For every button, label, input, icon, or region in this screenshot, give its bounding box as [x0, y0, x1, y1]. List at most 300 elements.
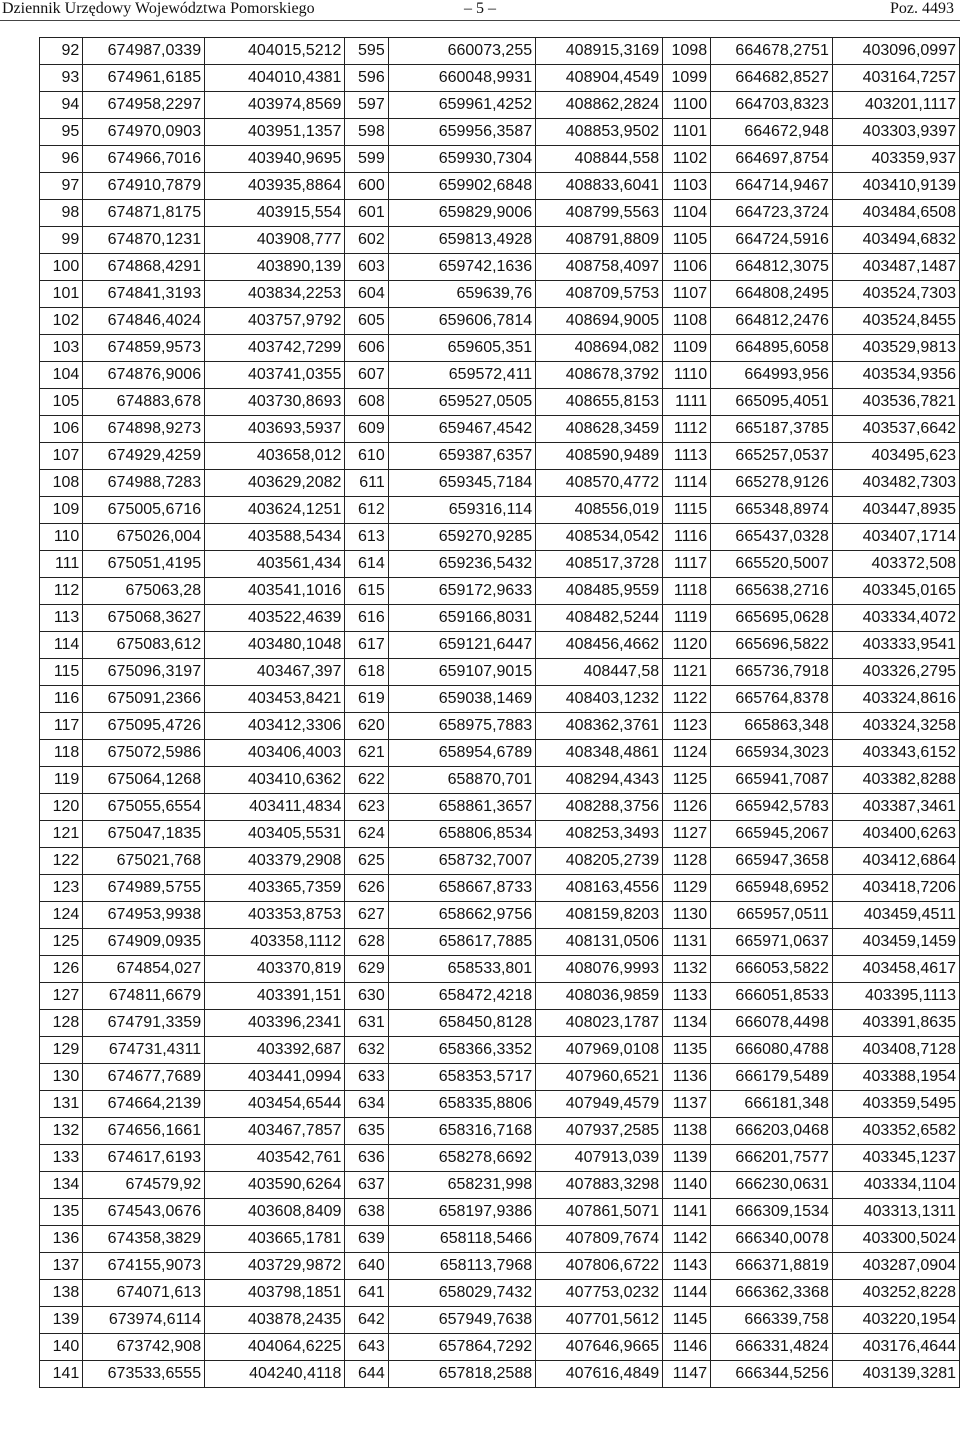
point-number-cell: 641: [345, 1280, 388, 1307]
x-coordinate-cell: 658335,8806: [388, 1091, 535, 1118]
table-row: [40, 1226, 960, 1253]
y-coordinate-cell: 408131,0506: [536, 929, 663, 956]
point-number-cell: 609: [345, 416, 388, 443]
y-coordinate-cell: 408485,9559: [536, 578, 663, 605]
x-coordinate-cell: 674909,0935: [83, 929, 205, 956]
y-coordinate-cell: 404010,4381: [205, 65, 345, 92]
y-coordinate-cell: 403447,8935: [832, 497, 959, 524]
y-coordinate-cell: 403365,7359: [205, 875, 345, 902]
x-coordinate-cell: 660048,9931: [388, 65, 535, 92]
x-coordinate-cell: 674358,3829: [83, 1226, 205, 1253]
y-coordinate-cell: 403139,3281: [832, 1361, 959, 1388]
table-row: [40, 713, 960, 740]
point-number-cell: 137: [40, 1253, 83, 1280]
y-coordinate-cell: 403940,9695: [205, 146, 345, 173]
point-number-cell: 123: [40, 875, 83, 902]
x-coordinate-cell: 674854,027: [83, 956, 205, 983]
x-coordinate-cell: 659166,8031: [388, 605, 535, 632]
x-coordinate-cell: 675068,3627: [83, 605, 205, 632]
y-coordinate-cell: 403487,1487: [832, 254, 959, 281]
table-row: [40, 821, 960, 848]
y-coordinate-cell: 408205,2739: [536, 848, 663, 875]
y-coordinate-cell: 403164,7257: [832, 65, 959, 92]
table-row: [40, 848, 960, 875]
x-coordinate-cell: 658617,7885: [388, 929, 535, 956]
point-number-cell: 629: [345, 956, 388, 983]
point-number-cell: 1137: [663, 1091, 711, 1118]
x-coordinate-cell: 665942,5783: [711, 794, 833, 821]
point-number-cell: 1135: [663, 1037, 711, 1064]
point-number-cell: 117: [40, 713, 83, 740]
point-number-cell: 643: [345, 1334, 388, 1361]
x-coordinate-cell: 664808,2495: [711, 281, 833, 308]
table-row: [40, 767, 960, 794]
x-coordinate-cell: 674988,7283: [83, 470, 205, 497]
y-coordinate-cell: 408159,8203: [536, 902, 663, 929]
x-coordinate-cell: 659527,0505: [388, 389, 535, 416]
y-coordinate-cell: 403391,8635: [832, 1010, 959, 1037]
table-row: [40, 929, 960, 956]
point-number-cell: 121: [40, 821, 83, 848]
point-number-cell: 606: [345, 335, 388, 362]
x-coordinate-cell: 666309,1534: [711, 1199, 833, 1226]
point-number-cell: 595: [345, 38, 388, 65]
x-coordinate-cell: 665863,348: [711, 713, 833, 740]
y-coordinate-cell: 403561,434: [205, 551, 345, 578]
point-number-cell: 623: [345, 794, 388, 821]
x-coordinate-cell: 658533,801: [388, 956, 535, 983]
point-number-cell: 113: [40, 605, 83, 632]
point-number-cell: 597: [345, 92, 388, 119]
x-coordinate-cell: 659572,411: [388, 362, 535, 389]
y-coordinate-cell: 408362,3761: [536, 713, 663, 740]
y-coordinate-cell: 403412,3306: [205, 713, 345, 740]
point-number-cell: 612: [345, 497, 388, 524]
y-coordinate-cell: 404064,6225: [205, 1334, 345, 1361]
y-coordinate-cell: 408534,0542: [536, 524, 663, 551]
y-coordinate-cell: 403935,8864: [205, 173, 345, 200]
point-number-cell: 596: [345, 65, 388, 92]
x-coordinate-cell: 664678,2751: [711, 38, 833, 65]
table-row: [40, 308, 960, 335]
point-number-cell: 1101: [663, 119, 711, 146]
y-coordinate-cell: 403359,937: [832, 146, 959, 173]
x-coordinate-cell: 674543,0676: [83, 1199, 205, 1226]
y-coordinate-cell: 403484,6508: [832, 200, 959, 227]
x-coordinate-cell: 674656,1661: [83, 1118, 205, 1145]
point-number-cell: 611: [345, 470, 388, 497]
point-number-cell: 95: [40, 119, 83, 146]
x-coordinate-cell: 674870,1231: [83, 227, 205, 254]
y-coordinate-cell: 408570,4772: [536, 470, 663, 497]
x-coordinate-cell: 674987,0339: [83, 38, 205, 65]
y-coordinate-cell: 403459,4511: [832, 902, 959, 929]
table-row: [40, 254, 960, 281]
x-coordinate-cell: 674910,7879: [83, 173, 205, 200]
table-row: [40, 1118, 960, 1145]
y-coordinate-cell: 407701,5612: [536, 1307, 663, 1334]
y-coordinate-cell: 408904,4549: [536, 65, 663, 92]
x-coordinate-cell: 673974,6114: [83, 1307, 205, 1334]
x-coordinate-cell: 665348,8974: [711, 497, 833, 524]
point-number-cell: 602: [345, 227, 388, 254]
x-coordinate-cell: 665948,6952: [711, 875, 833, 902]
y-coordinate-cell: 403629,2082: [205, 470, 345, 497]
point-number-cell: 613: [345, 524, 388, 551]
y-coordinate-cell: 403834,2253: [205, 281, 345, 308]
x-coordinate-cell: 674731,4311: [83, 1037, 205, 1064]
x-coordinate-cell: 674953,9938: [83, 902, 205, 929]
y-coordinate-cell: 403400,6263: [832, 821, 959, 848]
table-row: [40, 902, 960, 929]
point-number-cell: 92: [40, 38, 83, 65]
y-coordinate-cell: 403358,1112: [205, 929, 345, 956]
y-coordinate-cell: 403406,4003: [205, 740, 345, 767]
y-coordinate-cell: 403467,7857: [205, 1118, 345, 1145]
y-coordinate-cell: 403324,3258: [832, 713, 959, 740]
point-number-cell: 118: [40, 740, 83, 767]
x-coordinate-cell: 674871,8175: [83, 200, 205, 227]
table-row: [40, 1280, 960, 1307]
y-coordinate-cell: 408694,082: [536, 335, 663, 362]
x-coordinate-cell: 664812,3075: [711, 254, 833, 281]
point-number-cell: 633: [345, 1064, 388, 1091]
y-coordinate-cell: 403412,6864: [832, 848, 959, 875]
point-number-cell: 599: [345, 146, 388, 173]
y-coordinate-cell: 403495,623: [832, 443, 959, 470]
point-number-cell: 103: [40, 335, 83, 362]
x-coordinate-cell: 674841,3193: [83, 281, 205, 308]
y-coordinate-cell: 403410,9139: [832, 173, 959, 200]
y-coordinate-cell: 403658,012: [205, 443, 345, 470]
point-number-cell: 1113: [663, 443, 711, 470]
point-number-cell: 115: [40, 659, 83, 686]
x-coordinate-cell: 674579,92: [83, 1172, 205, 1199]
y-coordinate-cell: 403890,139: [205, 254, 345, 281]
y-coordinate-cell: 407809,7674: [536, 1226, 663, 1253]
x-coordinate-cell: 660073,255: [388, 38, 535, 65]
x-coordinate-cell: 664812,2476: [711, 308, 833, 335]
y-coordinate-cell: 403536,7821: [832, 389, 959, 416]
point-number-cell: 1122: [663, 686, 711, 713]
y-coordinate-cell: 408833,6041: [536, 173, 663, 200]
point-number-cell: 98: [40, 200, 83, 227]
x-coordinate-cell: 658113,7968: [388, 1253, 535, 1280]
table-row: [40, 1037, 960, 1064]
y-coordinate-cell: 407960,6521: [536, 1064, 663, 1091]
y-coordinate-cell: 403529,9813: [832, 335, 959, 362]
y-coordinate-cell: 403391,151: [205, 983, 345, 1010]
point-number-cell: 644: [345, 1361, 388, 1388]
y-coordinate-cell: 403467,397: [205, 659, 345, 686]
x-coordinate-cell: 665736,7918: [711, 659, 833, 686]
y-coordinate-cell: 403741,0355: [205, 362, 345, 389]
point-number-cell: 638: [345, 1199, 388, 1226]
x-coordinate-cell: 665957,0511: [711, 902, 833, 929]
y-coordinate-cell: 407646,9665: [536, 1334, 663, 1361]
table-row: [40, 686, 960, 713]
point-number-cell: 617: [345, 632, 388, 659]
y-coordinate-cell: 403382,8288: [832, 767, 959, 794]
x-coordinate-cell: 658975,7883: [388, 713, 535, 740]
x-coordinate-cell: 666339,758: [711, 1307, 833, 1334]
x-coordinate-cell: 658662,9756: [388, 902, 535, 929]
x-coordinate-cell: 659902,6848: [388, 173, 535, 200]
y-coordinate-cell: 403624,1251: [205, 497, 345, 524]
x-coordinate-cell: 674961,6185: [83, 65, 205, 92]
x-coordinate-cell: 659467,4542: [388, 416, 535, 443]
x-coordinate-cell: 659121,6447: [388, 632, 535, 659]
point-number-cell: 605: [345, 308, 388, 335]
x-coordinate-cell: 675095,4726: [83, 713, 205, 740]
table-row: [40, 497, 960, 524]
y-coordinate-cell: 407883,3298: [536, 1172, 663, 1199]
point-number-cell: 1140: [663, 1172, 711, 1199]
y-coordinate-cell: 408628,3459: [536, 416, 663, 443]
y-coordinate-cell: 403878,2435: [205, 1307, 345, 1334]
x-coordinate-cell: 675096,3197: [83, 659, 205, 686]
y-coordinate-cell: 403537,6642: [832, 416, 959, 443]
point-number-cell: 128: [40, 1010, 83, 1037]
table-row: [40, 335, 960, 362]
x-coordinate-cell: 666053,5822: [711, 956, 833, 983]
x-coordinate-cell: 675051,4195: [83, 551, 205, 578]
x-coordinate-cell: 659956,3587: [388, 119, 535, 146]
point-number-cell: 1131: [663, 929, 711, 956]
x-coordinate-cell: 664724,5916: [711, 227, 833, 254]
x-coordinate-cell: 658316,7168: [388, 1118, 535, 1145]
y-coordinate-cell: 403974,8569: [205, 92, 345, 119]
table-row: [40, 470, 960, 497]
x-coordinate-cell: 665520,5007: [711, 551, 833, 578]
page-header: [0, 0, 960, 22]
y-coordinate-cell: 403387,3461: [832, 794, 959, 821]
point-number-cell: 1144: [663, 1280, 711, 1307]
y-coordinate-cell: 403541,1016: [205, 578, 345, 605]
point-number-cell: 119: [40, 767, 83, 794]
table-row: [40, 632, 960, 659]
point-number-cell: 1110: [663, 362, 711, 389]
y-coordinate-cell: 407937,2585: [536, 1118, 663, 1145]
y-coordinate-cell: 403326,2795: [832, 659, 959, 686]
y-coordinate-cell: 408023,1787: [536, 1010, 663, 1037]
y-coordinate-cell: 403480,1048: [205, 632, 345, 659]
y-coordinate-cell: 408915,3169: [536, 38, 663, 65]
x-coordinate-cell: 658450,8128: [388, 1010, 535, 1037]
point-number-cell: 112: [40, 578, 83, 605]
y-coordinate-cell: 408456,4662: [536, 632, 663, 659]
point-number-cell: 127: [40, 983, 83, 1010]
x-coordinate-cell: 674970,0903: [83, 119, 205, 146]
table-row: [40, 227, 960, 254]
y-coordinate-cell: 408655,8153: [536, 389, 663, 416]
point-number-cell: 101: [40, 281, 83, 308]
point-number-cell: 600: [345, 173, 388, 200]
y-coordinate-cell: 408076,9993: [536, 956, 663, 983]
x-coordinate-cell: 666201,7577: [711, 1145, 833, 1172]
y-coordinate-cell: 408556,019: [536, 497, 663, 524]
point-number-cell: 94: [40, 92, 83, 119]
point-number-cell: 1111: [663, 389, 711, 416]
x-coordinate-cell: 666331,4824: [711, 1334, 833, 1361]
x-coordinate-cell: 664723,3724: [711, 200, 833, 227]
table-row: [40, 65, 960, 92]
point-number-cell: 1106: [663, 254, 711, 281]
y-coordinate-cell: 403522,4639: [205, 605, 345, 632]
y-coordinate-cell: 403379,2908: [205, 848, 345, 875]
table-row: [40, 38, 960, 65]
point-number-cell: 624: [345, 821, 388, 848]
point-number-cell: 114: [40, 632, 83, 659]
table-row: [40, 443, 960, 470]
y-coordinate-cell: 403252,8228: [832, 1280, 959, 1307]
x-coordinate-cell: 675072,5986: [83, 740, 205, 767]
x-coordinate-cell: 659038,1469: [388, 686, 535, 713]
point-number-cell: 620: [345, 713, 388, 740]
x-coordinate-cell: 659930,7304: [388, 146, 535, 173]
y-coordinate-cell: 407861,5071: [536, 1199, 663, 1226]
point-number-cell: 1129: [663, 875, 711, 902]
point-number-cell: 104: [40, 362, 83, 389]
y-coordinate-cell: 408678,3792: [536, 362, 663, 389]
point-number-cell: 1120: [663, 632, 711, 659]
point-number-cell: 1104: [663, 200, 711, 227]
y-coordinate-cell: 403524,8455: [832, 308, 959, 335]
point-number-cell: 141: [40, 1361, 83, 1388]
x-coordinate-cell: 666051,8533: [711, 983, 833, 1010]
x-coordinate-cell: 675064,1268: [83, 767, 205, 794]
x-coordinate-cell: 665971,0637: [711, 929, 833, 956]
point-number-cell: 1130: [663, 902, 711, 929]
y-coordinate-cell: 403588,5434: [205, 524, 345, 551]
coordinates-table: [39, 37, 960, 1388]
x-coordinate-cell: 664993,956: [711, 362, 833, 389]
y-coordinate-cell: 408791,8809: [536, 227, 663, 254]
point-number-cell: 1107: [663, 281, 711, 308]
point-number-cell: 136: [40, 1226, 83, 1253]
x-coordinate-cell: 657949,7638: [388, 1307, 535, 1334]
y-coordinate-cell: 403324,8616: [832, 686, 959, 713]
x-coordinate-cell: 674791,3359: [83, 1010, 205, 1037]
y-coordinate-cell: 403482,7303: [832, 470, 959, 497]
x-coordinate-cell: 658029,7432: [388, 1280, 535, 1307]
x-coordinate-cell: 658118,5466: [388, 1226, 535, 1253]
x-coordinate-cell: 675005,6716: [83, 497, 205, 524]
y-coordinate-cell: 408403,1232: [536, 686, 663, 713]
point-number-cell: 639: [345, 1226, 388, 1253]
x-coordinate-cell: 658197,9386: [388, 1199, 535, 1226]
point-number-cell: 640: [345, 1253, 388, 1280]
table-row: [40, 92, 960, 119]
y-coordinate-cell: 408036,9859: [536, 983, 663, 1010]
x-coordinate-cell: 674811,6679: [83, 983, 205, 1010]
point-number-cell: 135: [40, 1199, 83, 1226]
x-coordinate-cell: 658667,8733: [388, 875, 535, 902]
point-number-cell: 1141: [663, 1199, 711, 1226]
x-coordinate-cell: 658732,7007: [388, 848, 535, 875]
y-coordinate-cell: 408288,3756: [536, 794, 663, 821]
y-coordinate-cell: 407949,4579: [536, 1091, 663, 1118]
y-coordinate-cell: 403370,819: [205, 956, 345, 983]
y-coordinate-cell: 408709,5753: [536, 281, 663, 308]
x-coordinate-cell: 665947,3658: [711, 848, 833, 875]
point-number-cell: 607: [345, 362, 388, 389]
point-number-cell: 1098: [663, 38, 711, 65]
x-coordinate-cell: 666230,0631: [711, 1172, 833, 1199]
point-number-cell: 1102: [663, 146, 711, 173]
x-coordinate-cell: 659606,7814: [388, 308, 535, 335]
point-number-cell: 615: [345, 578, 388, 605]
x-coordinate-cell: 658278,6692: [388, 1145, 535, 1172]
point-number-cell: 628: [345, 929, 388, 956]
point-number-cell: 627: [345, 902, 388, 929]
point-number-cell: 1142: [663, 1226, 711, 1253]
table-row: [40, 389, 960, 416]
y-coordinate-cell: 403908,777: [205, 227, 345, 254]
x-coordinate-cell: 674883,678: [83, 389, 205, 416]
table-row: [40, 1010, 960, 1037]
point-number-cell: 99: [40, 227, 83, 254]
x-coordinate-cell: 666340,0078: [711, 1226, 833, 1253]
x-coordinate-cell: 674929,4259: [83, 443, 205, 470]
point-number-cell: 1139: [663, 1145, 711, 1172]
point-number-cell: 102: [40, 308, 83, 335]
table-row: [40, 659, 960, 686]
x-coordinate-cell: 665934,3023: [711, 740, 833, 767]
x-coordinate-cell: 659316,114: [388, 497, 535, 524]
y-coordinate-cell: 403359,5495: [832, 1091, 959, 1118]
y-coordinate-cell: 408482,5244: [536, 605, 663, 632]
y-coordinate-cell: 403951,1357: [205, 119, 345, 146]
y-coordinate-cell: 403730,8693: [205, 389, 345, 416]
x-coordinate-cell: 658472,4218: [388, 983, 535, 1010]
y-coordinate-cell: 407806,6722: [536, 1253, 663, 1280]
y-coordinate-cell: 407969,0108: [536, 1037, 663, 1064]
point-number-cell: 1147: [663, 1361, 711, 1388]
point-number-cell: 1133: [663, 983, 711, 1010]
point-number-cell: 129: [40, 1037, 83, 1064]
point-number-cell: 1103: [663, 173, 711, 200]
table-row: [40, 281, 960, 308]
table-row: [40, 1199, 960, 1226]
table-row: [40, 1334, 960, 1361]
x-coordinate-cell: 674868,4291: [83, 254, 205, 281]
point-number-cell: 93: [40, 65, 83, 92]
x-coordinate-cell: 659387,6357: [388, 443, 535, 470]
point-number-cell: 1125: [663, 767, 711, 794]
point-number-cell: 1128: [663, 848, 711, 875]
point-number-cell: 1134: [663, 1010, 711, 1037]
y-coordinate-cell: 407913,039: [536, 1145, 663, 1172]
x-coordinate-cell: 665638,2716: [711, 578, 833, 605]
point-number-cell: 106: [40, 416, 83, 443]
point-number-cell: 96: [40, 146, 83, 173]
x-coordinate-cell: 659639,76: [388, 281, 535, 308]
point-number-cell: 1126: [663, 794, 711, 821]
y-coordinate-cell: 408758,4097: [536, 254, 663, 281]
x-coordinate-cell: 665941,7087: [711, 767, 833, 794]
point-number-cell: 635: [345, 1118, 388, 1145]
table-row: [40, 146, 960, 173]
x-coordinate-cell: 666344,5256: [711, 1361, 833, 1388]
table-row: [40, 605, 960, 632]
x-coordinate-cell: 674966,7016: [83, 146, 205, 173]
x-coordinate-cell: 659813,4928: [388, 227, 535, 254]
point-number-cell: 1127: [663, 821, 711, 848]
x-coordinate-cell: 664697,8754: [711, 146, 833, 173]
x-coordinate-cell: 675055,6554: [83, 794, 205, 821]
point-number-cell: 604: [345, 281, 388, 308]
